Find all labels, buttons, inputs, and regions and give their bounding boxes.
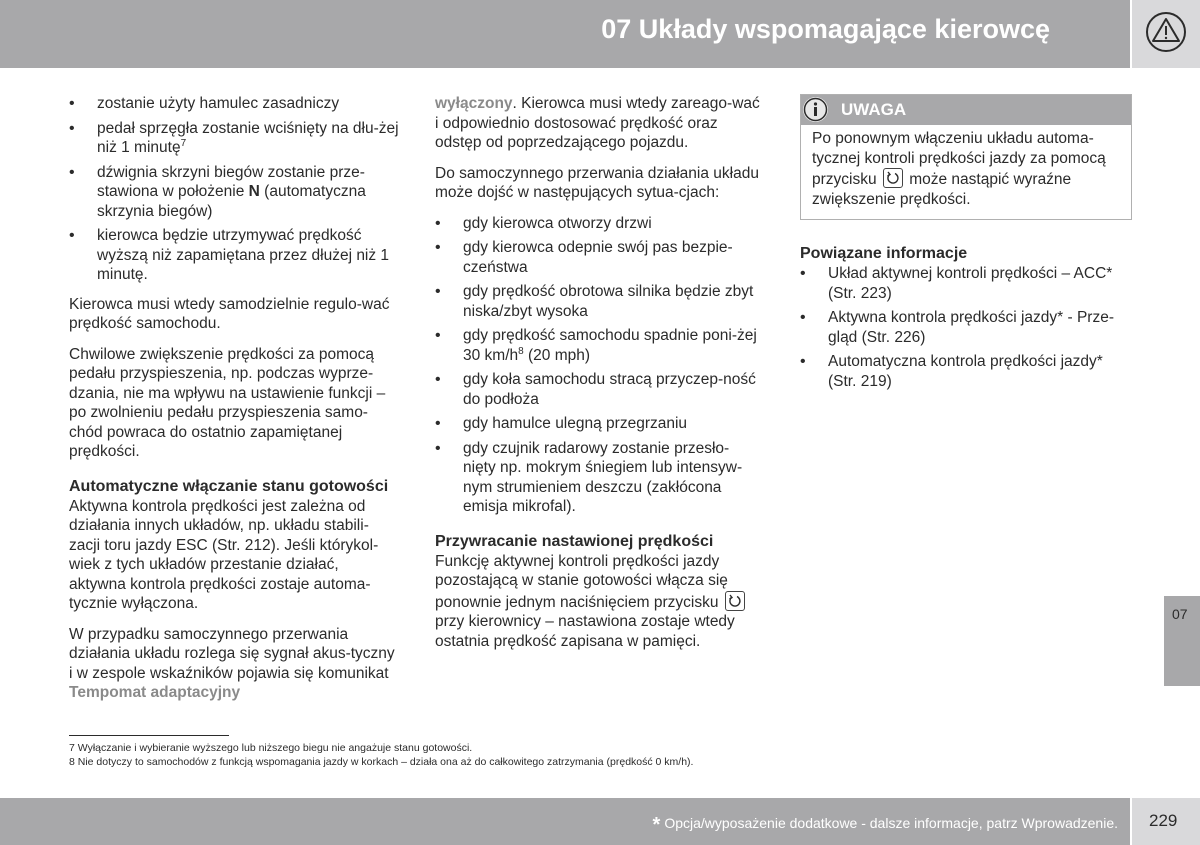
bullet-list <box>69 94 399 285</box>
paragraph: wyłączony. Kierowca musi wtedy zareago-wać i odpowiednio dostosować prędkość oraz odstęp od poprzedzającego pojazdu. <box>435 95 760 151</box>
bullet-list <box>435 214 760 517</box>
paragraph: Do samoczynnego przerwania działania układu może dojść w następujących sytua-cjach: <box>435 164 759 201</box>
paragraph: Kierowca musi wtedy samodzielnie regulo-wać prędkość samochodu. <box>69 295 390 332</box>
column-2 <box>435 94 760 662</box>
note-body: Po ponownym włączeniu układu automa-tycznej kontroli prędkości jazdy za pomocą przycisku może nastąpić wyraźne zwiększenie prędkości. <box>812 130 1106 208</box>
note-title: UWAGA <box>841 100 907 119</box>
list-item: • gdy prędkość samochodu spadnie poni-żej 30 $km/h^8$ (20 mph) <box>435 326 760 365</box>
footnotes <box>69 741 693 769</box>
list-item: • gdy koła samochodu stracą przyczep-ność do podłoża <box>435 370 760 409</box>
related-info-heading: Powiązane informacje <box>800 245 968 262</box>
list-item: • dźwignia skrzyni biegów zostanie prze-stawiona w położenie N (automatyczna skrzynia biegów) <box>69 163 399 222</box>
warning-triangle-icon <box>1144 10 1188 54</box>
resume-button-icon <box>725 591 745 611</box>
paragraph: W przypadku samoczynnego przerwania działania układu rozlega się sygnał akus-tyczny i w zespole wskaźników pojawia się komunikat Tempomat adaptacyjny <box>69 625 395 701</box>
paragraph: Chwilowe zwiększenie prędkości za pomocą pedału przyspieszenia, np. podczas wyprze-dzania, nie ma wpływu na ustawienie funkcji – po zwolnieniu pedału przyspieszenia samo-chód powraca do ostatnio zapamiętanej prędkości. <box>69 345 386 460</box>
display-message: wyłączony <box>435 95 513 112</box>
page-number: 229 <box>1149 811 1178 830</box>
list-item: • zostanie użyty hamulec zasadniczy <box>69 94 399 114</box>
header-bar <box>0 0 1130 68</box>
footer-bar <box>0 798 1130 845</box>
header-icon-box <box>1132 0 1200 68</box>
related-link[interactable]: • Automatyczna kontrola prędkości jazdy* (Str. 219) <box>800 352 1132 391</box>
note-box <box>800 94 1132 220</box>
list-item: • gdy czujnik radarowy zostanie przesło-nięty np. mokrym śniegiem lub intensyw-nym strumieniem deszczu (zakłócona emisja mikrofal). <box>435 439 760 517</box>
list-item: • gdy kierowca odepnie swój pas bezpie-czeństwa <box>435 238 760 277</box>
list-item: • gdy prędkość obrotowa silnika będzie zbyt niska/zbyt wysoka <box>435 282 760 321</box>
list-item: • gdy kierowca otworzy drzwi <box>435 214 760 234</box>
footnote-ref: 8 <box>518 345 524 357</box>
list-item: • pedał sprzęgła zostanie wciśnięty na dłu-żej niż 1 minutę$^7$ <box>69 119 399 158</box>
list-item: • kierowca będzie utrzymywać prędkość wyższą niż zapamiętana przez dłużej niż 1 minutę. <box>69 226 399 285</box>
paragraph: Funkcję aktywnej kontroli prędkości jazdy pozostającą w stanie gotowości włącza się ponownie jednym naciśnięciem przycisku przy kierownicy – nastawiona zostaje wtedy ostatnia prędkość zapisana w pamięci. <box>435 552 760 652</box>
chapter-tab <box>1164 596 1200 686</box>
section-heading: Przywracanie nastawionej prędkości <box>435 532 714 550</box>
footer-note: * Opcja/wyposażenie dodatkowe - dalsze informacje, patrz Wprowadzenie. <box>652 814 1118 836</box>
related-link[interactable]: • Układ aktywnej kontroli prędkości – ACC* (Str. 223) <box>800 264 1132 303</box>
chapter-tab-label: 07 <box>1172 606 1188 622</box>
paragraph: Aktywna kontrola prędkości jest zależna od działania innych układów, np. układu stabili-zacji toru jazdy ESC (Str. 212). Jeśli którykol-wiek z tych układów przestanie działać, aktywna kontrola prędkości zostaje automa-tycznie wyłączona. <box>69 497 379 612</box>
column-1 <box>69 94 399 714</box>
footnote: 7 Wyłączanie i wybieranie wyższego lub niższego biegu nie angażuje stanu gotowości. <box>69 742 473 754</box>
related-links <box>800 264 1132 391</box>
list-item: • gdy hamulce ulegną przegrzaniu <box>435 414 760 434</box>
footnote: 8 Nie dotyczy to samochodów z funkcją wspomagania jazdy w korkach – działa ona aż do całkowitego zatrzymania (prędkość 0 km/h). <box>69 756 694 768</box>
footnote-ref: 7 <box>180 137 187 149</box>
page-number-box <box>1132 798 1200 845</box>
asterisk: * <box>652 814 661 836</box>
related-link[interactable]: • Aktywna kontrola prędkości jazdy* - Prze-gląd (Str. 226) <box>800 308 1132 347</box>
resume-button-icon <box>883 168 903 188</box>
column-3 <box>800 94 1132 401</box>
display-message: Tempomat adaptacyjny <box>69 684 241 701</box>
info-icon <box>803 97 828 122</box>
note-header <box>801 95 1131 125</box>
footnote-divider <box>69 735 229 736</box>
chapter-title: 07 Układy wspomagające kierowcę <box>601 14 1050 44</box>
section-heading: Automatyczne włączanie stanu gotowości <box>69 477 389 495</box>
